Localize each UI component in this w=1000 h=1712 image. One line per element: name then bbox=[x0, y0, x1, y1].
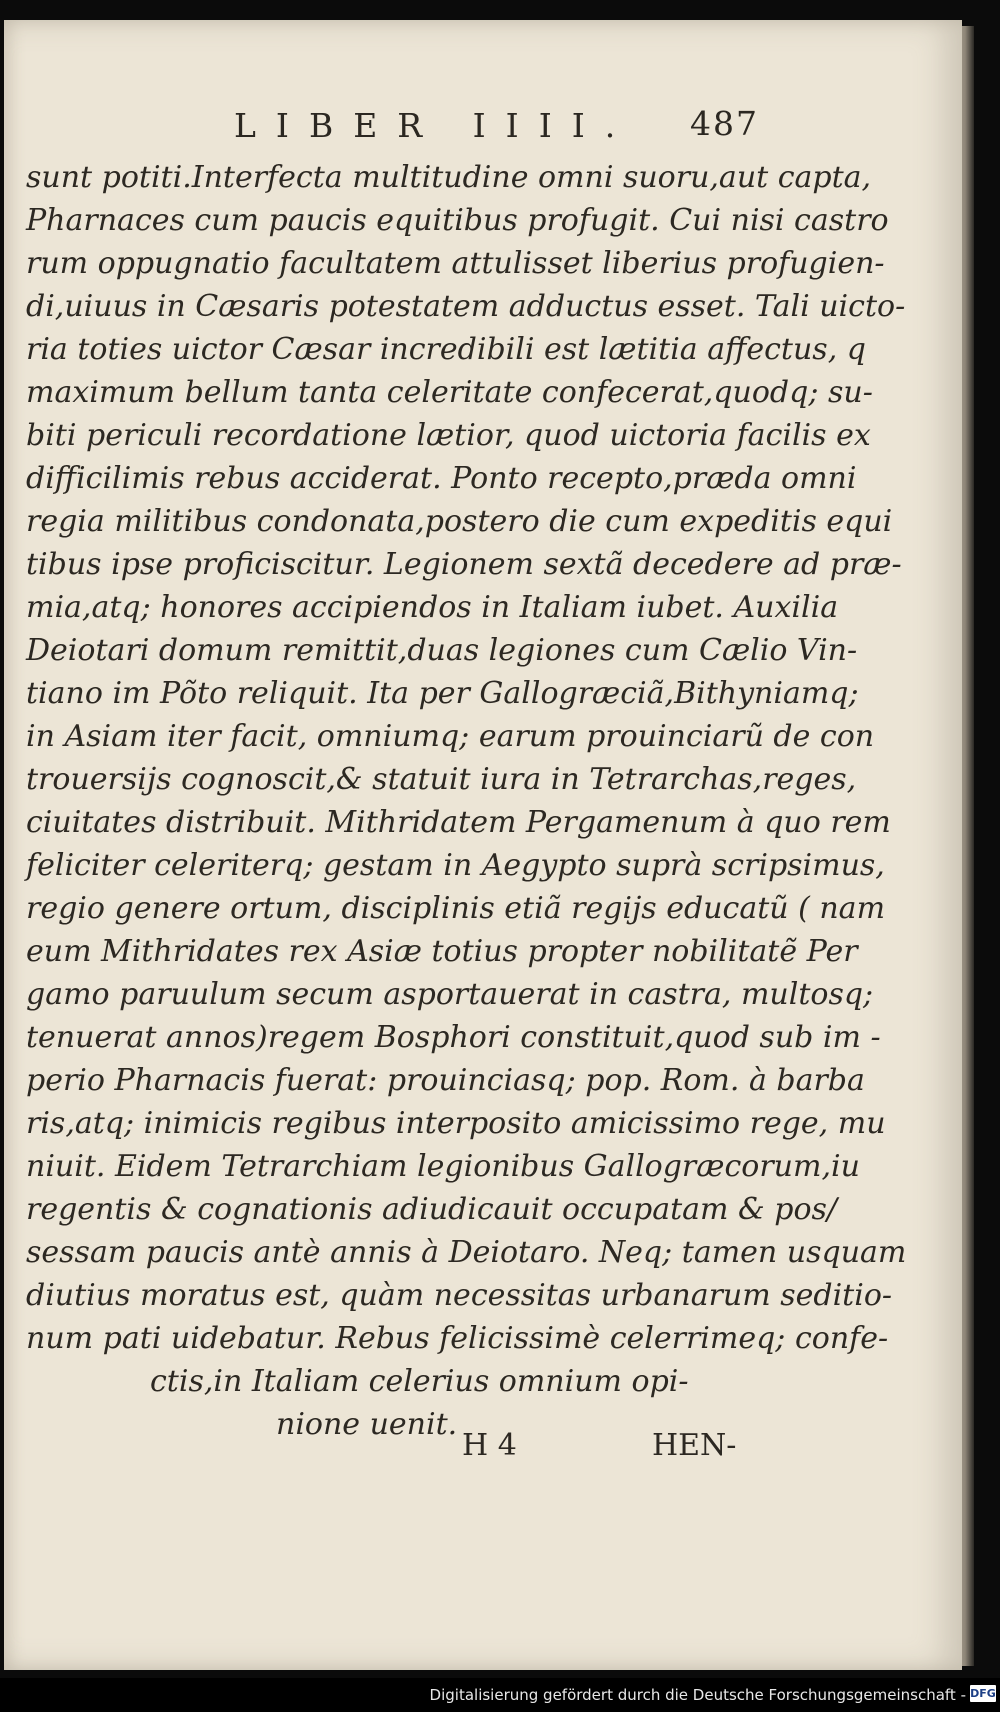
text-line: in Asiam iter facit, omniumq; earum prouinciarũ de con bbox=[26, 719, 875, 754]
text-line: di,uiuus in Cæsaris potestatem adductus esset. Tali uicto- bbox=[26, 289, 906, 324]
text-line: trouersijs cognoscit,& statuit iura in Tetrarchas,reges, bbox=[26, 762, 857, 797]
text-line: regentis & cognationis adiudicauit occupatam & pos/ bbox=[26, 1192, 838, 1227]
text-line: Pharnaces cum paucis equitibus profugit. Cui nisi castro bbox=[26, 203, 889, 238]
text-line: Deiotari domum remittit,duas legiones cum Cælio Vin- bbox=[26, 633, 858, 668]
text-line: niuit. Eidem Tetrarchiam legionibus Gallogræcorum,iu bbox=[26, 1149, 860, 1184]
text-line: difficilimis rebus acciderat. Ponto recepto,præda omni bbox=[26, 461, 857, 496]
text-line: num pati uidebatur. Rebus felicissimè celerrimeq; confe- bbox=[26, 1321, 889, 1356]
text-line: diutius moratus est, quàm necessitas urbanarum seditio- bbox=[26, 1278, 893, 1313]
text-line: nione uenit. bbox=[276, 1407, 458, 1442]
book-page bbox=[4, 20, 962, 1670]
footer-bar bbox=[0, 1678, 1000, 1712]
text-line: ciuitates distribuit. Mithridatem Pergamenum à quo rem bbox=[26, 805, 891, 840]
text-line: biti periculi recordatione lætior, quod uictoria facilis ex bbox=[26, 418, 871, 453]
text-line: gamo paruulum secum asportauerat in castra, multosq; bbox=[26, 977, 874, 1012]
funding-credit: Digitalisierung gefördert durch die Deutsche Forschungsgemeinschaft - bbox=[429, 1686, 966, 1704]
text-line: maximum bellum tanta celeritate confecerat,quodq; su- bbox=[26, 375, 873, 410]
text-line: sessam paucis antè annis à Deiotaro. Neq; tamen usquam bbox=[26, 1235, 907, 1270]
text-line: ris,atq; inimicis regibus interposito amicissimo rege, mu bbox=[26, 1106, 886, 1141]
text-line: regio genere ortum, disciplinis etiã regijs educatũ ( nam bbox=[26, 891, 886, 926]
running-head: LIBER IIII. bbox=[234, 106, 636, 145]
signature-mark: H 4 bbox=[462, 1428, 517, 1463]
text-line: ctis,in Italiam celerius omnium opi- bbox=[150, 1364, 689, 1399]
text-line: tenuerat annos)regem Bosphori constituit,quod sub im - bbox=[26, 1020, 881, 1055]
dfg-logo: DFG bbox=[970, 1687, 996, 1700]
text-line: eum Mithridates rex Asiæ totius propter nobilitatẽ Per bbox=[26, 934, 858, 969]
page-number: 487 bbox=[690, 104, 759, 143]
text-line: perio Pharnacis fuerat: prouinciasq; pop. Rom. à barba bbox=[26, 1063, 865, 1098]
catch-line bbox=[462, 1428, 782, 1468]
text-line: tibus ipse proficiscitur. Legionem sextã decedere ad præ- bbox=[26, 547, 902, 582]
catchword: HEN- bbox=[652, 1428, 737, 1463]
page-header bbox=[4, 90, 962, 150]
body-text bbox=[26, 156, 907, 1446]
text-line: mia,atq; honores accipiendos in Italiam iubet. Auxilia bbox=[26, 590, 839, 625]
text-line: ria toties uictor Cæsar incredibili est lætitia affectus, q bbox=[26, 332, 866, 367]
text-line: sunt potiti.Interfecta multitudine omni suoru,aut capta, bbox=[26, 160, 872, 195]
text-line: feliciter celeriterq; gestam in Aegypto suprà scripsimus, bbox=[26, 848, 885, 883]
text-line: tiano im Põto reliquit. Ita per Gallogræciã,Bithyniamq; bbox=[26, 676, 859, 711]
text-line: rum oppugnatio facultatem attulisset liberius profugien- bbox=[26, 246, 885, 281]
text-line: regia militibus condonata,postero die cum expeditis equi bbox=[26, 504, 893, 539]
